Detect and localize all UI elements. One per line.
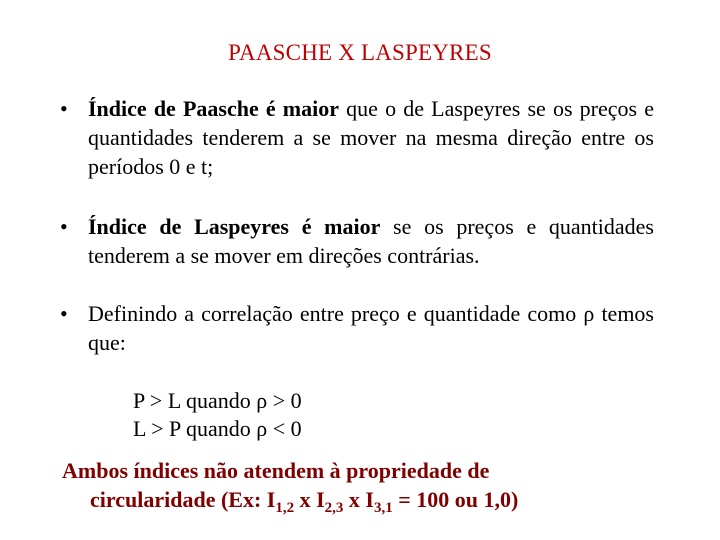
- bullet-marker: •: [60, 301, 68, 326]
- subscript: 2,3: [324, 500, 344, 516]
- bullet-marker: •: [60, 96, 68, 121]
- bullet-body: que o de Laspeyres se os preços e quantidades tenderem a se mover na mesma direção entre os períodos 0 e t;: [88, 96, 655, 179]
- bullet-text: Definindo a correlação entre preço e quantidade como ρ temos que:: [88, 301, 654, 355]
- conclusion-note: [62, 456, 682, 514]
- bullet-marker: •: [60, 214, 68, 239]
- bullet-text: [88, 212, 654, 270]
- subscript: 1,2: [275, 500, 295, 516]
- conclusion-line-1: Ambos índices não atendem à propriedade de: [62, 458, 490, 483]
- equation-p-greater: P > L quando ρ > 0: [133, 388, 302, 413]
- bullet-paasche: [60, 94, 654, 181]
- bullet-text: [88, 94, 654, 181]
- bullet-emphasis: Índice de Paasche é maior: [88, 96, 340, 121]
- bullet-emphasis: Índice de Laspeyres é maior: [88, 214, 381, 239]
- conclusion-text: x I: [343, 487, 374, 512]
- conclusion-line-2: [62, 485, 682, 514]
- conclusion-text: circularidade (Ex: I: [90, 487, 276, 512]
- bullet-laspeyres: [60, 212, 654, 270]
- equation-l-greater: L > P quando ρ < 0: [133, 416, 302, 441]
- bullet-body: se os preços e quantidades tenderem a se mover em direções contrárias.: [88, 214, 654, 268]
- conclusion-text: x I: [294, 487, 325, 512]
- subscript: 3,1: [373, 500, 393, 516]
- slide-title: PAASCHE X LASPEYRES: [228, 40, 492, 65]
- bullet-correlation: [60, 299, 654, 357]
- conclusion-text: = 100 ou 1,0): [392, 487, 519, 512]
